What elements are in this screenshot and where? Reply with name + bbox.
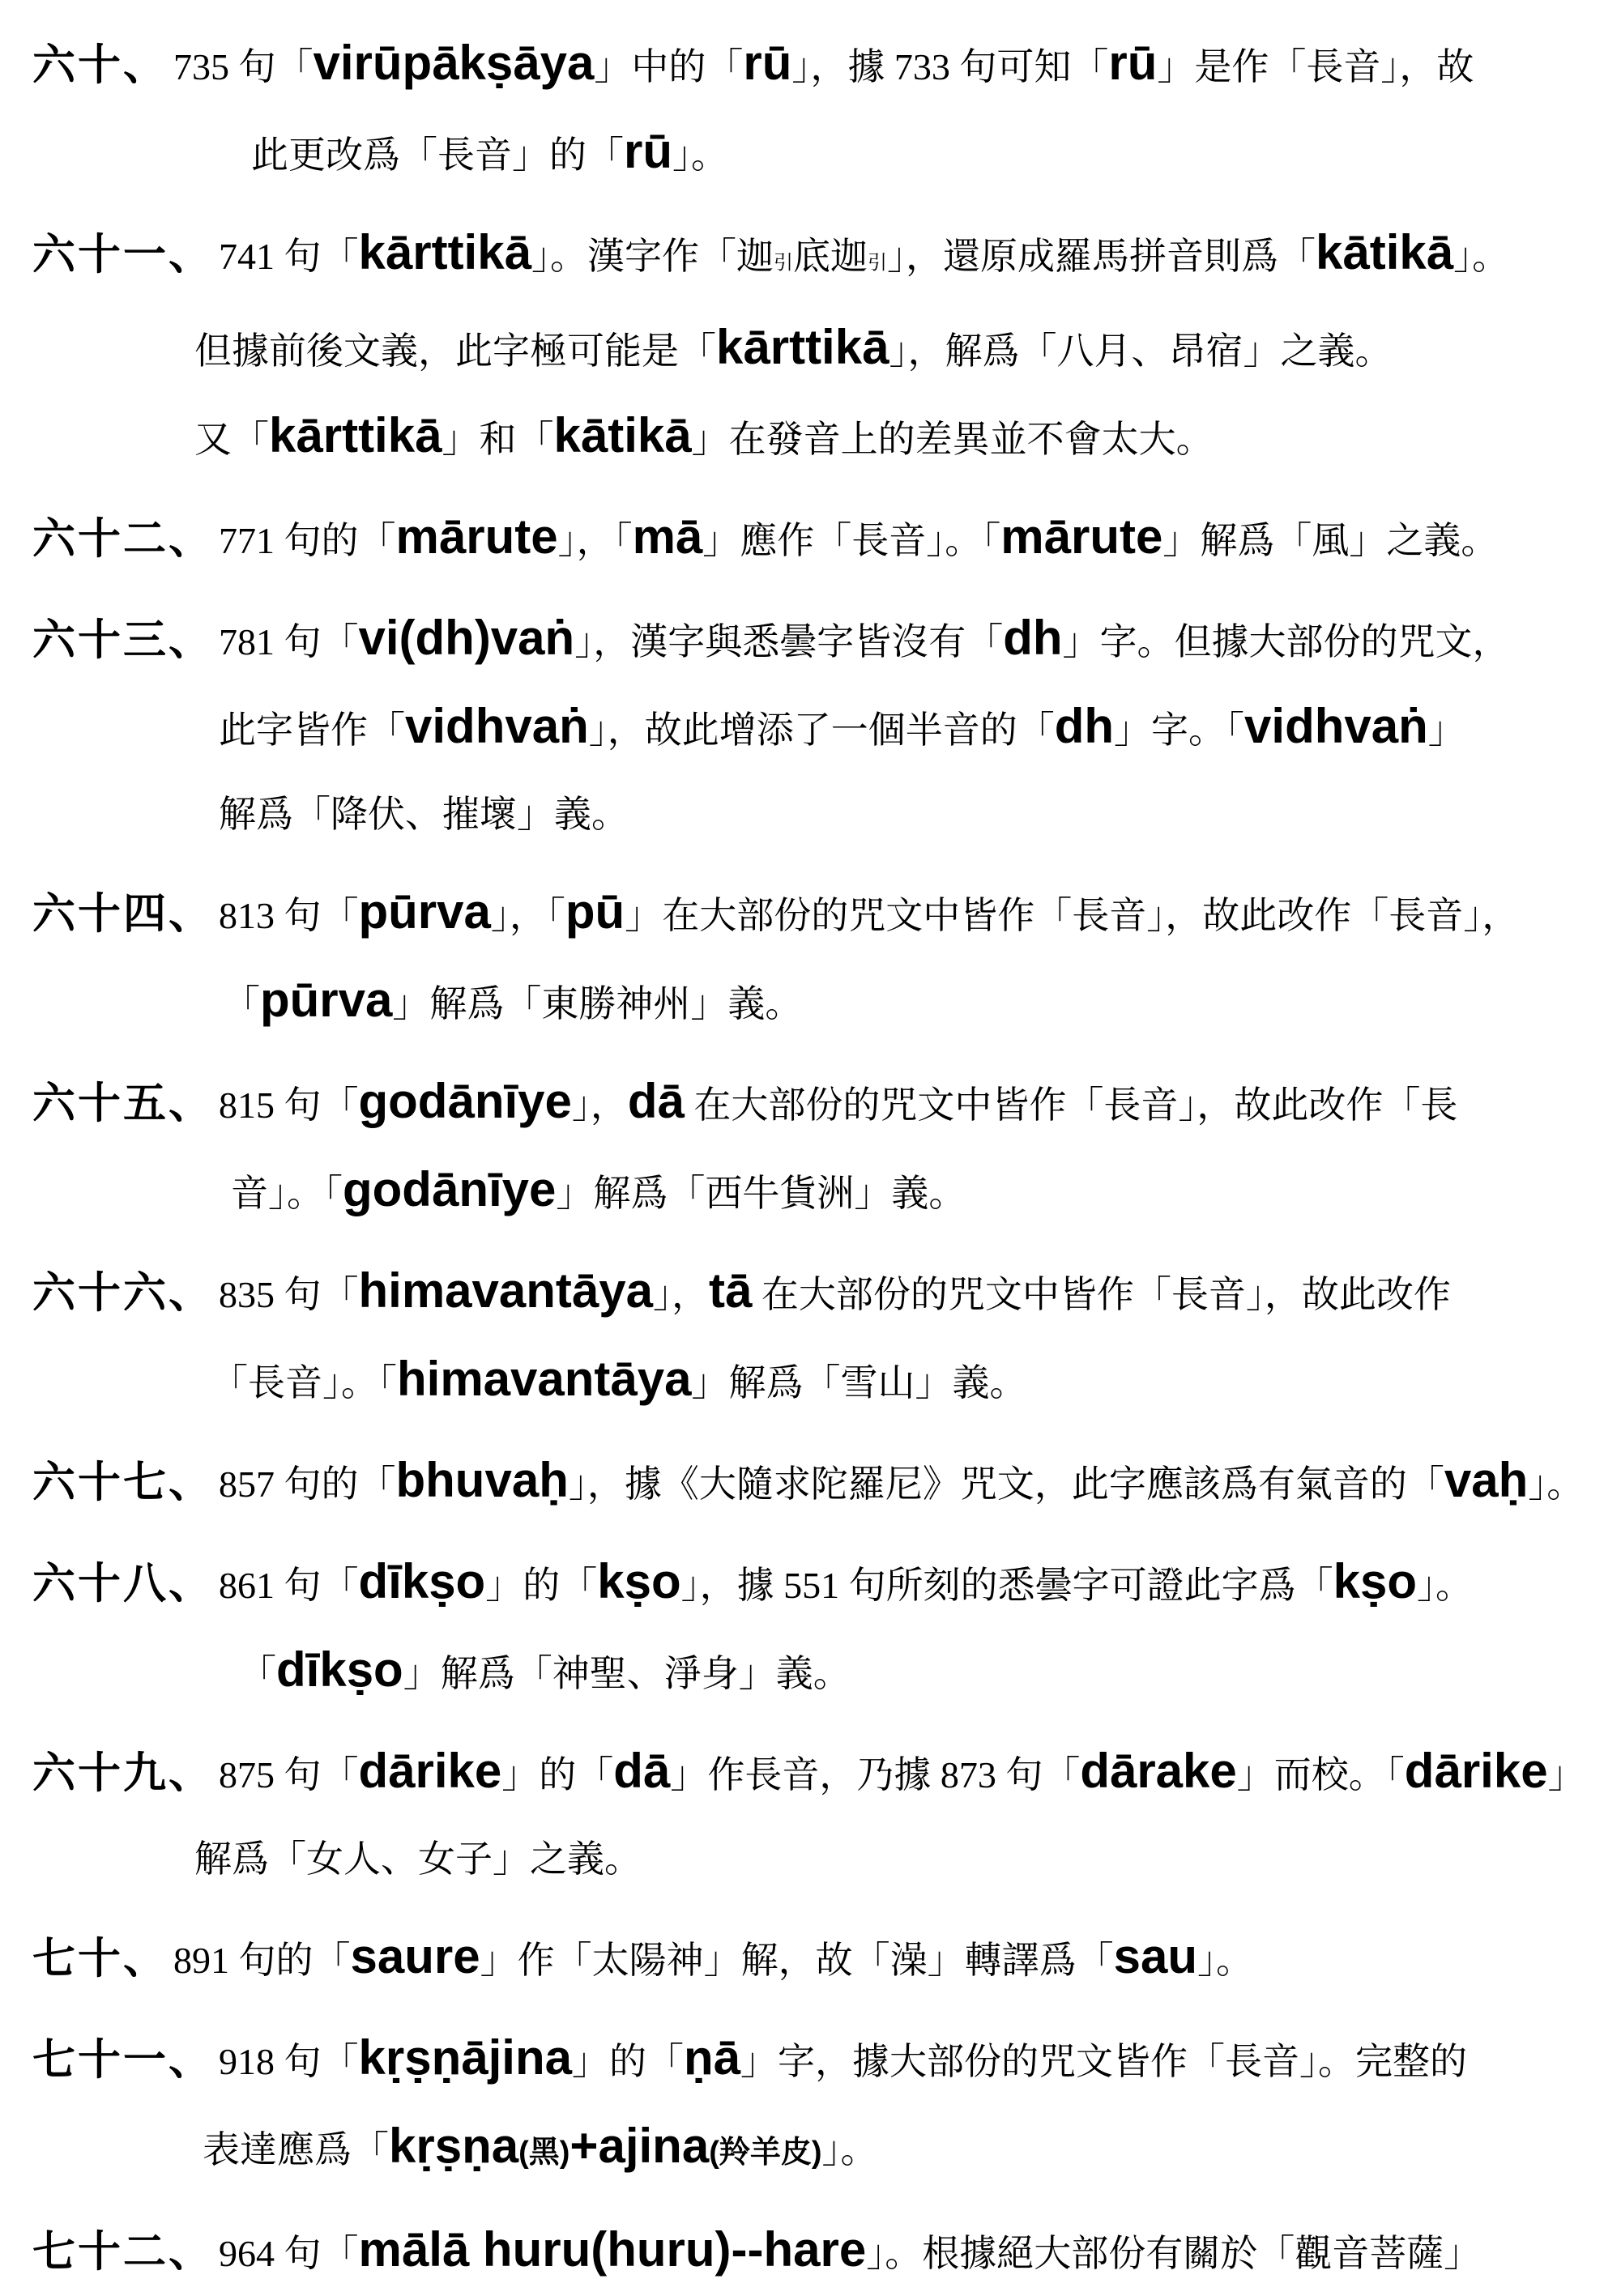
cjk-text: 」解爲「風」之義。: [1162, 520, 1499, 561]
cjk-text: 」應作「長音」。「: [702, 520, 1001, 561]
sanskrit-term: kārttikā: [716, 320, 889, 374]
note-item: [32, 1059, 1602, 1236]
note-item: [32, 21, 1602, 198]
cjk-text: 」。漢字作「迦: [531, 236, 774, 277]
note-item: [32, 1729, 1602, 1902]
cjk-text: 」: [1427, 709, 1465, 751]
cjk-text: 」，: [653, 1274, 710, 1315]
item-number: 六十四、: [32, 891, 214, 938]
sanskrit-term: mālā huru(huru)--hare: [358, 2222, 867, 2277]
sanskrit-term: dā: [627, 1074, 685, 1128]
item-number: 六十三、: [32, 617, 214, 664]
sanskrit-term: mā: [632, 509, 703, 564]
cjk-text: 」，據 733 句可知「: [791, 46, 1109, 87]
sanskrit-term: dā: [613, 1744, 671, 1798]
sanskrit-term: pū: [565, 884, 625, 939]
cjk-text: 」，漢字與悉曇字皆沒有「: [574, 621, 1004, 662]
small-annotation-char: 引: [867, 253, 887, 274]
item-number: 六十六、: [32, 1270, 214, 1317]
cjk-text: 」，故此增添了一個半音的「: [588, 709, 1055, 751]
cjk-text: 」，「: [557, 520, 633, 561]
note-item: [32, 495, 1602, 583]
sanskrit-term: dīkṣo: [276, 1642, 403, 1697]
sanskrit-term: godānīye: [343, 1162, 557, 1216]
sanskrit-term: vidhvaṅ: [1244, 699, 1428, 753]
cjk-text: 」。: [821, 2129, 878, 2170]
cjk-text: 」在大部份的咒文中皆作「長音」，故此改作「長音」，: [625, 895, 1520, 936]
cjk-text: 」的「: [571, 2041, 684, 2082]
item-number: 六十二、: [32, 516, 214, 563]
sanskrit-term: +ajina: [569, 2119, 710, 2173]
sanskrit-term: himavantāya: [397, 1352, 692, 1406]
text-line: [32, 1628, 1602, 1716]
text-line: [32, 684, 1602, 773]
sanskrit-term: mārute: [1000, 509, 1163, 564]
cjk-text: 964 句「: [219, 2233, 359, 2274]
text-line: [32, 211, 1602, 305]
text-line: [32, 1148, 1602, 1236]
sanskrit-term: dīkṣo: [358, 1554, 486, 1608]
cjk-text: 781 句「: [219, 621, 359, 662]
cjk-text: 在大部份的咒文中皆作「長音」，故此改作「長: [684, 1084, 1458, 1126]
text-line: [32, 596, 1602, 684]
item-number: 六十九、: [32, 1750, 214, 1797]
sanskrit-term: kṛṣṇa: [389, 2119, 519, 2173]
text-line: [32, 870, 1602, 958]
sanskrit-term: vi(dh)vaṅ: [358, 611, 575, 665]
text-line: [32, 495, 1602, 583]
text-line: [32, 1249, 1602, 1337]
cjk-text: 表達應爲「: [203, 2129, 389, 2170]
text-line: [32, 1438, 1602, 1527]
cjk-text: 」，還原成羅馬拼音則爲「: [886, 236, 1316, 277]
cjk-text: 」，「: [490, 895, 565, 936]
sanskrit-term: bhuvaḥ: [395, 1453, 569, 1507]
cjk-text: 此更改爲「長音」的「: [251, 134, 624, 176]
cjk-text: 」作長音，乃據 873 句「: [670, 1754, 1081, 1795]
cjk-text: 815 句「: [219, 1084, 359, 1126]
sanskrit-term: ṇā: [683, 2030, 740, 2085]
note-item: [32, 211, 1602, 482]
cjk-text: 813 句「: [219, 895, 359, 936]
note-item: [32, 1249, 1602, 1425]
cjk-text: 」解爲「神聖、淨身」義。: [403, 1653, 851, 1694]
note-item: [32, 1438, 1602, 1527]
cjk-text: 」: [1547, 1754, 1585, 1795]
cjk-text: 但據前後文義，此字極可能是「: [194, 330, 716, 372]
text-line: [32, 305, 1602, 394]
cjk-text: 」字。但據大部份的咒文，: [1062, 621, 1510, 662]
cjk-text: 」，據《大隨求陀羅尼》咒文，此字應該爲有氣音的「: [568, 1463, 1444, 1505]
cjk-text: 875 句「: [219, 1754, 359, 1795]
sanskrit-term: dārike: [358, 1744, 502, 1798]
sanskrit-term: pūrva: [260, 973, 393, 1027]
sanskrit-term: kṣo: [597, 1554, 681, 1608]
text-line: [32, 1729, 1602, 1817]
cjk-text: 」而校。「: [1236, 1754, 1405, 1795]
cjk-text: 解爲「降伏、摧壞」義。: [219, 794, 629, 835]
cjk-text: 」的「: [501, 1754, 614, 1795]
sanskrit-term: rū: [743, 36, 792, 90]
sanskrit-term: tā: [709, 1263, 753, 1318]
sanskrit-term: pūrva: [358, 884, 491, 939]
cjk-text: 」作「太陽神」解，故「澡」轉譯爲「: [480, 1940, 1114, 1981]
cjk-text: 771 句的「: [219, 520, 396, 561]
cjk-text: 」的「: [485, 1565, 598, 1606]
sanskrit-term: kārttikā: [269, 408, 442, 462]
sanskrit-term: dārike: [1404, 1744, 1548, 1798]
note-item: [32, 1915, 1602, 2003]
text-line: [32, 394, 1602, 482]
text-line: [32, 2016, 1602, 2104]
inline-gloss: (羚羊皮): [709, 2136, 822, 2170]
cjk-text: 」解爲「東勝神州」義。: [392, 983, 803, 1024]
cjk-text: 」，: [571, 1084, 628, 1126]
item-number: 六十八、: [32, 1561, 214, 1608]
cjk-text: 」解爲「雪山」義。: [691, 1362, 1027, 1404]
sanskrit-term: kātikā: [553, 408, 692, 462]
cjk-text: 」和「: [442, 419, 554, 460]
cjk-text: 「長音」。「: [211, 1362, 397, 1404]
sanskrit-term: vidhvaṅ: [405, 699, 589, 753]
cjk-text: 」。: [1417, 1565, 1473, 1606]
cjk-text: 」，解爲「八月、昂宿」之義。: [889, 330, 1393, 372]
text-line: [32, 1059, 1602, 1148]
text-line: [32, 2208, 1602, 2296]
text-line: [32, 1817, 1602, 1902]
sanskrit-term: dh: [1003, 611, 1063, 665]
sanskrit-term: kṣo: [1333, 1554, 1417, 1608]
cjk-text: 」中的「: [594, 46, 744, 87]
cjk-text: 底迦: [792, 236, 868, 277]
text-line: [32, 1337, 1602, 1425]
cjk-text: 」，據 551 句所刻的悉曇字可證此字爲「: [680, 1565, 1333, 1606]
text-line: [32, 773, 1602, 857]
cjk-text: 又「: [194, 419, 269, 460]
cjk-text: 835 句「: [219, 1274, 359, 1315]
cjk-text: 」。: [1197, 1940, 1253, 1981]
cjk-text: 」。根據絕大部份有關於「觀音菩薩」: [866, 2233, 1482, 2274]
text-line: [32, 109, 1602, 198]
cjk-text: 」是作「長音」，故: [1157, 46, 1474, 87]
sanskrit-term: himavantāya: [358, 1263, 654, 1318]
text-line: [32, 1915, 1602, 2003]
sanskrit-term: kārttikā: [358, 225, 531, 279]
document-body: [32, 21, 1602, 2296]
sanskrit-term: dh: [1054, 699, 1115, 753]
sanskrit-term: kṛṣṇājina: [358, 2030, 572, 2085]
sanskrit-term: vaḥ: [1444, 1453, 1529, 1507]
item-number: 六十、: [32, 42, 168, 89]
inline-gloss: (黑): [518, 2136, 570, 2170]
cjk-text: 741 句「: [219, 236, 359, 277]
cjk-text: 891 句的「: [173, 1940, 351, 1981]
sanskrit-term: rū: [1108, 36, 1158, 90]
item-number: 七十、: [32, 1936, 168, 1983]
cjk-text: 」解爲「西牛貨洲」義。: [556, 1173, 966, 1214]
note-item: [32, 1540, 1602, 1716]
cjk-text: 857 句的「: [219, 1463, 396, 1505]
sanskrit-term: sau: [1113, 1929, 1197, 1983]
cjk-text: 」。: [1453, 236, 1510, 277]
note-item: [32, 596, 1602, 857]
sanskrit-term: dārake: [1080, 1744, 1237, 1798]
cjk-text: 在大部份的咒文中皆作「長音」，故此改作: [752, 1274, 1451, 1315]
small-annotation-char: 引: [773, 253, 793, 274]
text-line: [32, 21, 1602, 109]
item-number: 七十一、: [32, 2037, 214, 2084]
cjk-text: 861 句「: [219, 1565, 359, 1606]
text-line: [32, 1540, 1602, 1628]
cjk-text: 」字，據大部份的咒文皆作「長音」。完整的: [740, 2041, 1467, 2082]
item-number: 七十二、: [32, 2229, 214, 2276]
sanskrit-term: rū: [624, 124, 672, 178]
note-item: [32, 2016, 1602, 2195]
item-number: 六十五、: [32, 1080, 214, 1127]
cjk-text: 音」。「: [231, 1173, 343, 1214]
cjk-text: 735 句「: [173, 46, 314, 87]
note-item: [32, 2208, 1602, 2296]
cjk-text: 「: [239, 1653, 276, 1694]
sanskrit-term: virūpākṣāya: [313, 36, 595, 90]
sanskrit-term: saure: [350, 1929, 480, 1983]
cjk-text: 」。: [672, 134, 728, 176]
cjk-text: 「: [223, 983, 260, 1024]
item-number: 六十七、: [32, 1459, 214, 1506]
cjk-text: 解爲「女人、女子」之義。: [194, 1838, 642, 1880]
sanskrit-term: mārute: [395, 509, 558, 564]
sanskrit-term: godānīye: [358, 1074, 572, 1128]
cjk-text: 」。: [1528, 1463, 1585, 1505]
cjk-text: 」字。「: [1114, 709, 1245, 751]
item-number: 六十一、: [32, 232, 214, 279]
note-item: [32, 870, 1602, 1046]
text-line: [32, 958, 1602, 1046]
cjk-text: 此字皆作「: [219, 709, 405, 751]
text-line: [32, 2104, 1602, 2195]
cjk-text: 918 句「: [219, 2041, 359, 2082]
sanskrit-term: kātikā: [1315, 225, 1454, 279]
cjk-text: 」在發音上的差異並不會太大。: [691, 419, 1214, 460]
